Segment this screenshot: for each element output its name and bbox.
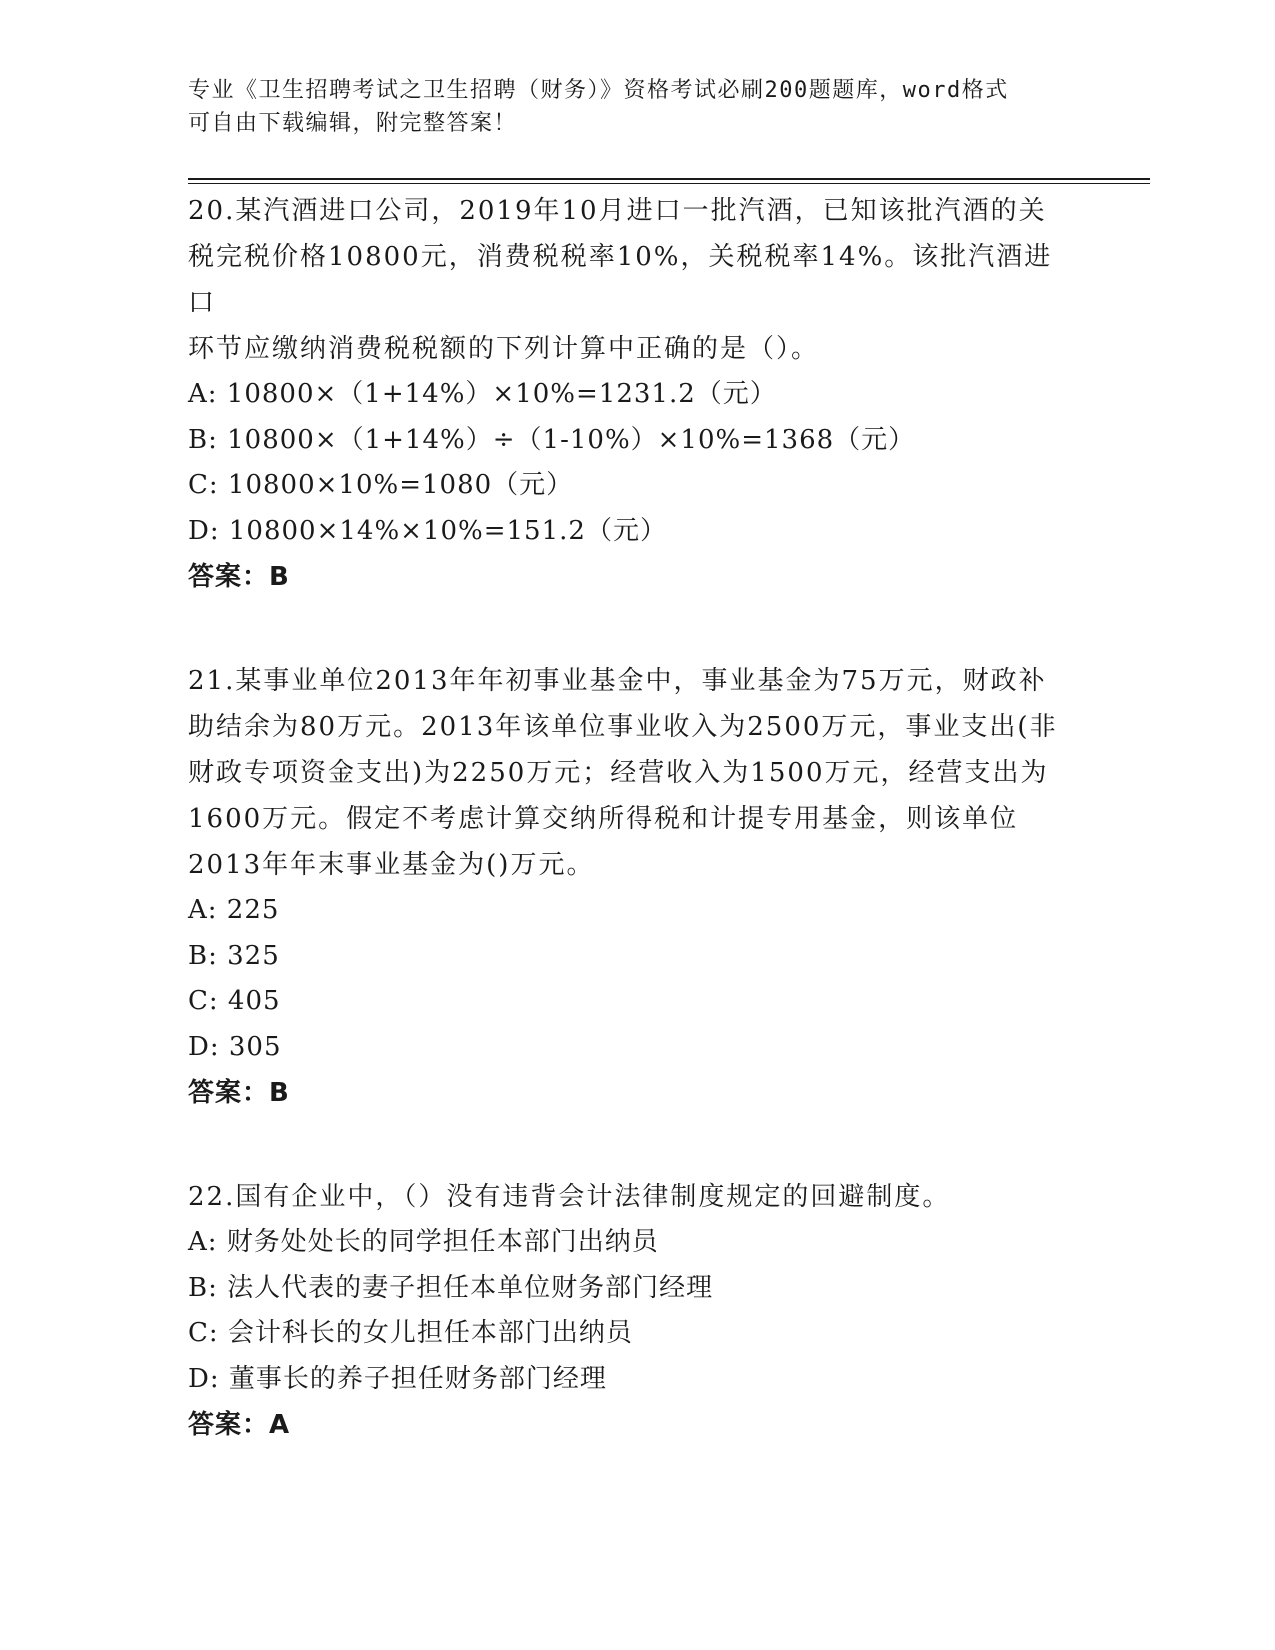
question-stem bbox=[188, 188, 1078, 372]
option-a: A: 10800×（1+14%）×10%=1231.2（元） bbox=[188, 379, 777, 409]
answer-line: 答案：A bbox=[188, 1410, 291, 1440]
stem-line: 20.某汽酒进口公司，2019年10月进口一批汽酒，已知该批汽酒的关 bbox=[188, 196, 1047, 226]
stem-line: 2013年年末事业基金为()万元。 bbox=[188, 850, 595, 880]
option-d: D: 305 bbox=[188, 1031, 282, 1062]
option-c: C: 10800×10%=1080（元） bbox=[188, 470, 574, 500]
stem-line: 环节应缴纳消费税税额的下列计算中正确的是（）。 bbox=[188, 334, 820, 364]
question-stem bbox=[188, 658, 1078, 888]
header-divider-thick bbox=[188, 178, 1150, 180]
option-a: A: 225 bbox=[188, 895, 280, 925]
question-spacer bbox=[188, 1116, 1078, 1174]
stem-line: 1600万元。假定不考虑计算交纳所得税和计提专用基金，则该单位 bbox=[188, 804, 1019, 834]
question-stem bbox=[188, 1174, 1078, 1220]
option-b: B: 10800×（1+14%）÷（1-10%）×10%=1368（元） bbox=[188, 424, 916, 455]
option-d: D: 董事长的养子担任财务部门经理 bbox=[188, 1363, 607, 1394]
stem-line: 财政专项资金支出)为2250万元；经营收入为1500万元，经营支出为 bbox=[188, 758, 1049, 788]
question-list bbox=[188, 188, 1078, 1448]
option-a: A: 财务处处长的同学担任本部门出纳员 bbox=[188, 1227, 659, 1257]
header-line-1: 专业《卫生招聘考试之卫生招聘（财务）》资格考试必刷200题题库，word格式 bbox=[188, 78, 1009, 103]
option-c: C: 405 bbox=[188, 986, 281, 1016]
stem-line: 助结余为80万元。2013年该单位事业收入为2500万元，事业支出(非 bbox=[188, 712, 1058, 742]
document-header bbox=[188, 74, 1068, 140]
header-line-2: 可自由下载编辑，附完整答案！ bbox=[188, 111, 518, 136]
option-b: B: 325 bbox=[188, 940, 280, 971]
stem-line: 22.国有企业中，（）没有违背会计法律制度规定的回避制度。 bbox=[188, 1182, 951, 1212]
answer-line: 答案：B bbox=[188, 562, 290, 592]
question-22 bbox=[188, 1174, 1078, 1448]
answer-line: 答案：B bbox=[188, 1078, 290, 1108]
option-c: C: 会计科长的女儿担任本部门出纳员 bbox=[188, 1318, 633, 1348]
question-spacer bbox=[188, 600, 1078, 658]
question-21 bbox=[188, 658, 1078, 1116]
option-d: D: 10800×14%×10%=151.2（元） bbox=[188, 515, 667, 546]
stem-line: 税完税价格10800元，消费税税率10%，关税税率14%。该批汽酒进口 bbox=[188, 242, 1053, 318]
stem-line: 21.某事业单位2013年年初事业基金中，事业基金为75万元，财政补 bbox=[188, 666, 1047, 696]
option-b: B: 法人代表的妻子担任本单位财务部门经理 bbox=[188, 1272, 714, 1303]
header-divider-thin bbox=[188, 183, 1150, 184]
question-20 bbox=[188, 188, 1078, 600]
